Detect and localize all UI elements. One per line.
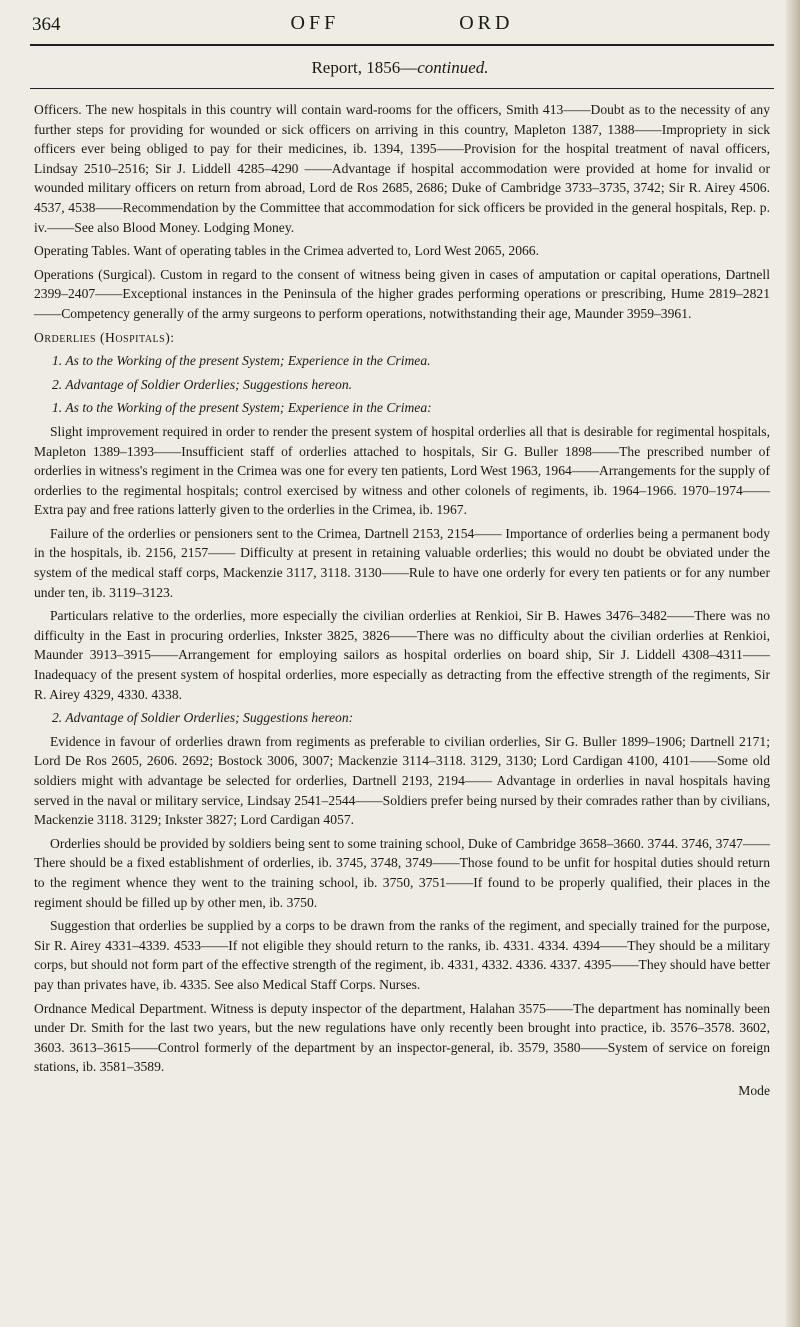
running-header (32, 12, 772, 38)
section2-para-3: Suggestion that orderlies be supplied by a corps to be drawn from the ranks of the regiment, and specially trained for the purpose, Sir R. Airey 4331–4339. 4533——If not eligible they should return to the ranks, ib. 4331. 4334. 4394——They should be a military corps, but should not form part of the effective strength of the regiment, ib. 4331, 4332. 4336. 4337. 4395——They should have better pay than privates have, ib. 4335. See also Medical Staff Corps. Nurses. (34, 918, 770, 992)
entry-operations: Operations (Surgical). Custom in regard to the consent of witness being given in cases of amputation or capital operations, Dartnell 2399–2407——Exceptional instances in the Peninsula of the higher grades performing operations or prescribing, Hume 2819–2821 ——Competency generally of the army surgeons to perform operations, notwithstanding their age, Maunder 3959–3961. (34, 266, 770, 321)
running-title (32, 12, 772, 35)
entry-ordnance: Ordnance Medical Department. Witness is deputy inspector of the department, Halahan 3575——The department has nominally been under Dr. Smith for the last two years, but the new regulations have only recently been brought into practice, ib. 3576–3578. 3602, 3603. 3613–3615——Control formerly of the department by an inspector-general, ib. 3579, 3580——System of service on foreign stations, ib. 3581–3589. (34, 1000, 770, 1075)
section1-para-3: Particulars relative to the orderlies, more especially the civilian orderlies at Renkioi, Sir B. Hawes 3476–3482——There was no difficulty in the East in procuring orderlies, Inkster 3825, 3826——There was no difficulty about the civilian orderlies at Renkioi, Maunder 3913–3915——Arrangement for employing sailors as hospital orderlies on board ship, Sir J. Liddell 4308–4311——Inadequacy of the present system of hospital orderlies, more especially as detracting from the effective strength of the regiments, Sir R. Airey 4329, 4330. 4338. (34, 608, 770, 702)
section1-para-1: Slight improvement required in order to render the present system of hospital orderlies all that is desirable for regimental hospitals, Mapleton 1389–1393——Insufficient staff of orderlies attached to hospitals, Sir G. Buller 1898——The prescribed number of orderlies in witness's regiment in the Crimea was one for every ten patients, Lord West 1963, 1964——Arrangements for the supply of orderlies to the regimental hospitals; control exercised by witness and other colonels of regiments, ib. 1964–1966. 1970–1974—— Extra pay and free rations latterly given to the orderlies in the Crimea, ib. 1967. (34, 423, 770, 518)
section1-title: 1. As to the Working of the present System; Experience in the Crimea: (52, 400, 432, 416)
section2-para-1: Evidence in favour of orderlies drawn from regiments as preferable to civilian orderlies, Sir G. Buller 1899–1906; Dartnell 2171; Lord De Ros 2605, 2606. 2692; Bostock 3006, 3007; Mackenzie 3114–3118. 3129, 3130; Lord Cardigan 4100, 4101——Some old soldiers might with advantage be selected for orderlies, Dartnell 2193, 2194—— Advantage in orderlies in naval hospitals having served in the naval or military service, Lindsay 2541–2544——Soldiers prefer being nursed by their comrades rather than by civilians, Mackenzie 3118. 3129; Inkster 3827; Lord Cardigan 4057. (34, 733, 770, 828)
orderlies-toc-1: 1. As to the Working of the present System; Experience in the Crimea. (52, 353, 431, 369)
page-edge (786, 0, 800, 1327)
entry-operating-tables: Operating Tables. Want of operating tables in the Crimea adverted to, Lord West 2065, 2066. (34, 243, 539, 259)
section2-title: 2. Advantage of Soldier Orderlies; Suggestions hereon: (52, 710, 354, 726)
report-prefix: Report, 1856— (311, 58, 418, 77)
section2-para-2: Orderlies should be provided by soldiers being sent to some training school, Duke of Cambridge 3658–3660. 3744. 3746, 3747——There should be a fixed establishment of orderlies, ib. 3745, 3748, 3749——Those found to be unfit for hospital duties should return to the regiment whence they went to the training school, ib. 3750, 3751——If found to be properly qualified, their places in the regiment should be filled up by other men, ib. 3750. (34, 835, 770, 910)
index-body (34, 100, 770, 1101)
section1-para-2: Failure of the orderlies or pensioners sent to the Crimea, Dartnell 2153, 2154—— Importance of orderlies being a permanent body in the hospitals, ib. 2156, 2157—— Difficulty at present in retaining valuable orderlies; this would no doubt be obviated under the system of the medical staff corps, Mackenzie 3117, 3118. 3130——Rule to have one orderly for every ten patients or for any number under ten, ib. 3119–3123. (34, 525, 770, 600)
orderlies-toc-2: 2. Advantage of Soldier Orderlies; Suggestions hereon. (52, 376, 353, 392)
entry-orderlies-title: Orderlies (Hospitals): (34, 329, 175, 345)
report-suffix: continued. (417, 58, 489, 77)
catchword: Mode (738, 1082, 770, 1098)
header-rule (30, 44, 774, 46)
report-rule (30, 88, 774, 89)
report-heading (0, 58, 800, 78)
running-title-left: OFF (290, 12, 340, 34)
page-number: 364 (32, 14, 61, 35)
running-title-right: ORD (459, 12, 514, 34)
entry-officers: Officers. The new hospitals in this country will contain ward-rooms for the officers, Smith 413——Doubt as to the necessity of any further steps for providing for wounded or sick officers on arriving in this country, Mapleton 1387, 1388——Impropriety in sick officers ever being obliged to pay for their medicines, ib. 1394, 1395——Provision for the hospital treatment of naval officers, Lindsay 2510–2516; Sir J. Liddell 4285–4290 ——Advantage if hospital accommodation were provided at home for invalid or wounded military officers on return from abroad, Lord de Ros 2685, 2686; Duke of Cambridge 3733–3735, 3742; Sir R. Airey 4506. 4537, 4538——Recommendation by the Committee that accommodation for sick officers be provided in the general hospitals, Rep. p. iv.——See also Blood Money. Lodging Money. (34, 102, 770, 235)
